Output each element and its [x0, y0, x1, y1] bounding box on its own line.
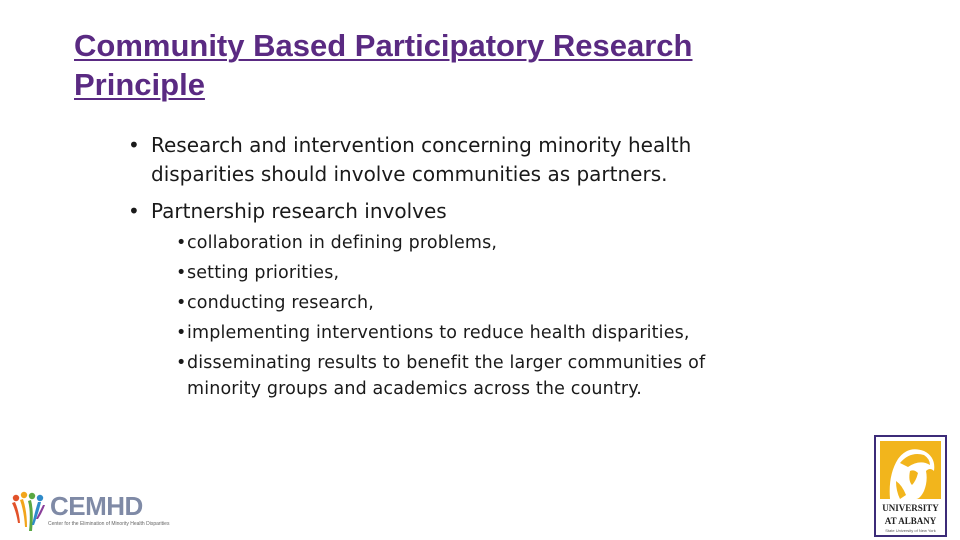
sub-bullet-text: minority groups and academics across the country.	[187, 379, 642, 399]
ualbany-suny-text: State University of New York	[885, 528, 936, 533]
people-figures-icon	[10, 489, 50, 535]
bullet-dot-icon: •	[176, 353, 187, 373]
bullet-dot-icon: •	[128, 199, 140, 223]
bullet-text-line: Partnership research involves	[151, 199, 447, 223]
bullet-item	[128, 131, 768, 189]
minerva-head-icon	[880, 441, 941, 499]
bullet-dot-icon: •	[176, 293, 187, 313]
bullet-text-line: disparities should involve communities as partners.	[151, 162, 668, 186]
bullet-dot-icon: •	[128, 133, 140, 157]
sub-bullet-item	[176, 350, 768, 402]
bullet-text-line: Research and intervention concerning minority health	[151, 133, 692, 157]
sub-bullet-text: collaboration in defining problems,	[187, 233, 498, 253]
sub-bullet-item	[176, 230, 768, 256]
sub-bullet-text: implementing interventions to reduce health disparities,	[187, 323, 690, 343]
slide-title-line-1: Community Based Participatory Research	[74, 28, 693, 63]
sub-bullet-text: setting priorities,	[187, 263, 340, 283]
sub-bullet-item	[176, 260, 768, 286]
sub-bullet-text: disseminating results to benefit the larger communities of	[187, 353, 706, 373]
slide-body	[128, 131, 768, 406]
cemhd-subtitle: Center for the Elimination of Minority Health Disparities	[48, 521, 170, 527]
slide-title	[74, 26, 834, 104]
sub-bullet-item	[176, 290, 768, 316]
bullet-dot-icon: •	[176, 323, 187, 343]
cemhd-wordmark: CEMHD	[50, 491, 143, 521]
ualbany-albany-text: AT ALBANY	[884, 516, 937, 526]
slide-title-line-2: Principle	[74, 67, 205, 102]
sub-bullet-item	[176, 320, 768, 346]
bullet-dot-icon: •	[176, 233, 187, 253]
university-at-albany-logo	[874, 435, 947, 537]
sub-bullet-list	[176, 230, 768, 402]
ualbany-university-text: UNIVERSITY	[882, 503, 939, 513]
bullet-item	[128, 197, 768, 226]
sub-bullet-text: conducting research,	[187, 293, 374, 313]
cemhd-logo	[10, 489, 170, 535]
bullet-dot-icon: •	[176, 263, 187, 283]
